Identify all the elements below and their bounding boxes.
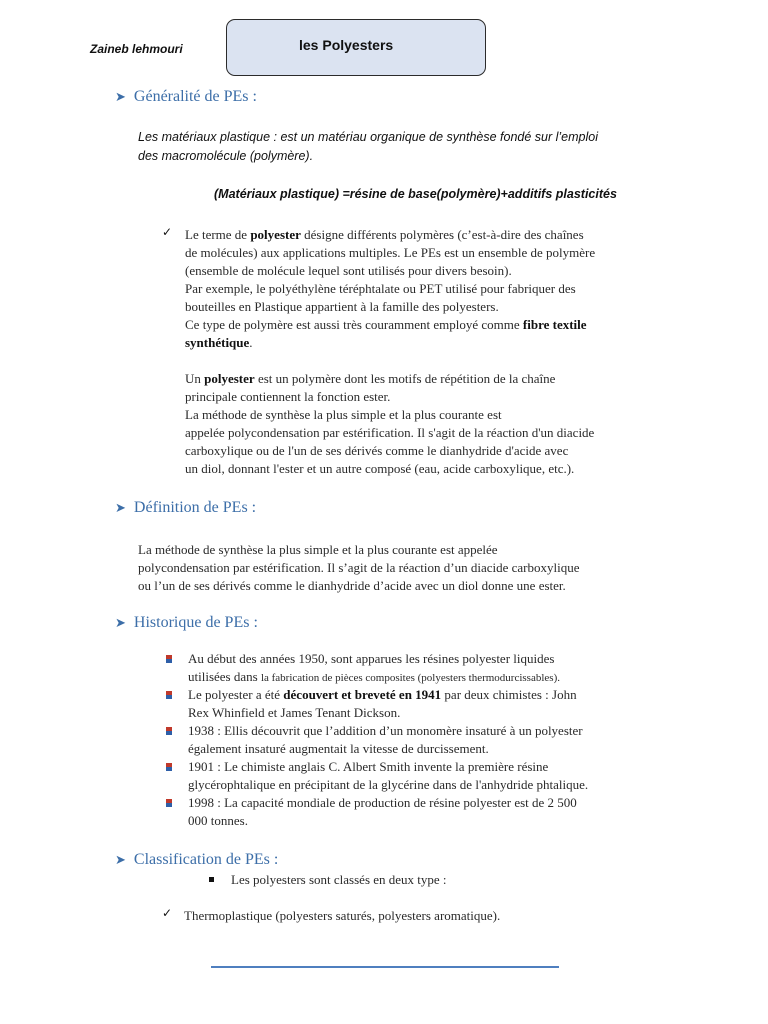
para-line: synthétique. — [185, 335, 253, 350]
horizontal-rule — [211, 966, 559, 968]
multicolor-bullet-icon — [166, 799, 172, 807]
heading-classification: ➤ Classification de PEs : — [115, 851, 279, 868]
history-item: 1901 : Le chimiste anglais C. Albert Smith invente la première résine glycérophtalique en précipitant de la glycérine dans de l'anhydride phtalique. — [188, 759, 589, 792]
history-item: Le polyester a été découvert et breveté en 1941 par deux chimistes : John Rex Whinfield et James Tenant Dickson. — [188, 687, 577, 720]
para-line: bouteilles en Plastique appartient à la famille des polyesters. — [185, 299, 499, 314]
classification-item: Thermoplastique (polyesters saturés, polyesters aromatique). — [184, 908, 501, 923]
para-line: polycondensation par estérification. Il s’agit de la réaction d’un diacide carboxylique — [138, 560, 580, 575]
para-line: de molécules) aux applications multiples. Le PEs est un ensemble de polymère — [185, 245, 596, 260]
definition-paragraph — [138, 541, 698, 595]
intro-line-2: des macromolécule (polymère). — [138, 149, 314, 163]
para-line: (ensemble de molécule lequel sont utilisés pour divers besoin). — [185, 263, 512, 278]
arrow-bullet-icon: ➤ — [115, 853, 126, 868]
para-line: Ce type de polymère est aussi très couramment employé comme fibre textile — [185, 317, 587, 332]
para-line: La méthode de synthèse la plus simple et la plus courante est — [185, 407, 502, 422]
arrow-bullet-icon: ➤ — [115, 616, 126, 631]
multicolor-bullet-icon — [166, 763, 172, 771]
para-line: ou l’un de ses dérivés comme le dianhydride d’acide avec un diol donne une ester. — [138, 578, 566, 593]
history-item: Au début des années 1950, sont apparues les résines polyester liquides utilisées dans la fabrication de pièces composites (polyesters thermodurcissables). — [188, 651, 560, 684]
formula-line: (Matériaux plastique) =résine de base(polymère)+additifs plasticités — [214, 187, 617, 201]
multicolor-bullet-icon — [166, 727, 172, 735]
history-item: 1938 : Ellis découvrit que l’addition d’un monomère insaturé à un polyester également insaturé augmentait la vitesse de durcissement. — [188, 723, 583, 756]
heading-definition: ➤ Définition de PEs : — [115, 499, 257, 516]
para-line: principale contiennent la fonction ester. — [185, 389, 391, 404]
para-line: Par exemple, le polyéthylène téréphtalate ou PET utilisé pour fabriquer des — [185, 281, 576, 296]
multicolor-bullet-icon — [166, 655, 172, 663]
multicolor-bullet-icon — [166, 691, 172, 699]
title-box — [226, 19, 486, 76]
square-bullet-icon — [209, 877, 214, 882]
classification-subtitle: Les polyesters sont classés en deux type : — [231, 872, 447, 887]
arrow-bullet-icon: ➤ — [115, 90, 126, 105]
generalite-paragraph — [185, 226, 685, 478]
para-line — [185, 352, 685, 370]
heading-historique: ➤ Historique de PEs : — [115, 614, 258, 631]
page-title: les Polyesters — [299, 37, 394, 53]
heading-generalite: ➤ Généralité de PEs : — [115, 88, 257, 105]
para-line: Un polyester est un polymère dont les motifs de répétition de la chaîne — [185, 371, 556, 386]
checkmark-icon: ✓ — [162, 225, 173, 239]
para-line: carboxylique ou de l'un de ses dérivés comme le dianhydride d'acide avec — [185, 443, 569, 458]
checkmark-icon: ✓ — [162, 906, 173, 920]
author-name: Zaineb lehmouri — [90, 42, 183, 56]
para-line: appelée polycondensation par estérification. Il s'agit de la réaction d'un diacide — [185, 425, 595, 440]
history-item: 1998 : La capacité mondiale de production de résine polyester est de 2 500 000 tonnes. — [188, 795, 577, 828]
para-line: Le terme de polyester désigne différents polymères (c’est-à-dire des chaînes — [185, 227, 584, 242]
para-line: La méthode de synthèse la plus simple et la plus courante est appelée — [138, 542, 498, 557]
intro-line-1: Les matériaux plastique : est un matériau organique de synthèse fondé sur l’emploi — [138, 130, 598, 144]
arrow-bullet-icon: ➤ — [115, 501, 126, 516]
para-line: un diol, donnant l'ester et un autre composé (eau, acide carboxylique, etc.). — [185, 461, 575, 476]
